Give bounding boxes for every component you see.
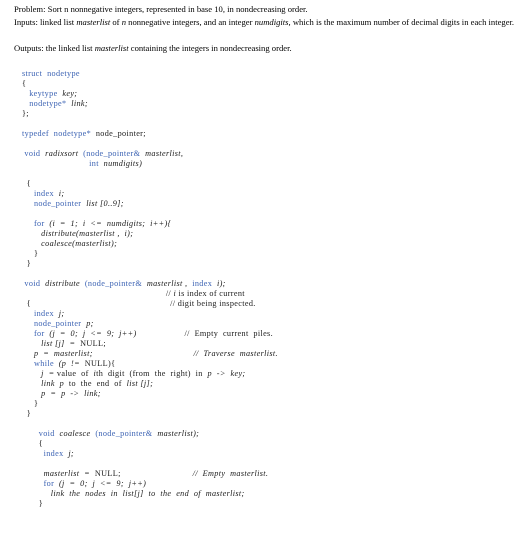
code-line (22, 299, 278, 309)
code-token: i); (216, 279, 226, 288)
code-token: p; (86, 319, 94, 328)
code-token: } (22, 259, 32, 268)
code-token: (j = 0; j <= 9; j++) (49, 329, 185, 338)
code-token: i; (58, 189, 65, 198)
code-token: distribute(masterlist , i); (22, 229, 134, 238)
code-token: list [j]; (126, 379, 154, 388)
code-token: nodetype* (22, 99, 69, 108)
code-line (22, 249, 278, 259)
code-token: { (22, 179, 32, 188)
code-token (22, 159, 89, 168)
code-line (22, 309, 278, 319)
code-token: j; (58, 309, 65, 318)
code-token: } (22, 409, 32, 418)
code-token: link the nodes in list[j] to the end of masterlist; (22, 489, 245, 498)
code-token: }; (22, 109, 29, 118)
code-token: for (22, 479, 59, 488)
code-token: for (22, 219, 50, 228)
code-line (22, 429, 278, 439)
code-line (22, 109, 278, 119)
code-line (22, 289, 278, 299)
code-line (22, 209, 278, 219)
code-token: typedef nodetype* (22, 129, 94, 138)
code-line (22, 189, 278, 199)
code-token: p = p -> link; (22, 389, 101, 398)
code-line (22, 229, 278, 239)
inputs-var-n: n (121, 17, 126, 27)
outputs-label: Outputs: (14, 43, 44, 53)
code-line (22, 419, 278, 429)
code-token: masterlist , (146, 279, 193, 288)
code-token: NULL){ (84, 359, 116, 368)
code-token: { (22, 79, 27, 88)
code-token: } (22, 499, 44, 508)
code-line (22, 349, 278, 359)
code-token: } (22, 249, 39, 258)
code-line (22, 379, 278, 389)
code-line (22, 409, 278, 419)
code-line (22, 489, 278, 499)
code-token: // (165, 289, 174, 298)
code-line (22, 99, 278, 109)
code-line (22, 329, 278, 339)
code-token: index (22, 309, 59, 318)
problem-label: Problem: (14, 4, 46, 14)
code-token: coalesce (59, 429, 96, 438)
code-token: radixsort (45, 149, 84, 158)
code-token: void (22, 279, 46, 288)
code-token: j = (22, 369, 57, 378)
outputs-statement (14, 43, 520, 54)
code-token: int (89, 159, 104, 168)
code-token: list [0..9]; (86, 199, 124, 208)
code-token: p = masterlist; (22, 349, 194, 358)
code-line (22, 139, 278, 149)
code-line (22, 79, 278, 89)
code-line (22, 159, 278, 169)
code-token: node_pointer (22, 319, 87, 328)
inputs-statement (14, 17, 520, 28)
code-line (22, 399, 278, 409)
code-token: key; (62, 89, 78, 98)
code-line (22, 339, 278, 349)
code-token: { (22, 439, 44, 448)
code-line (22, 389, 278, 399)
code-token: NULL; (94, 469, 193, 478)
inputs-text: linked list (40, 17, 77, 27)
code-token: keytype (22, 89, 63, 98)
inputs-var-masterlist: masterlist (76, 17, 111, 27)
code-token: (node_pointer& (95, 429, 158, 438)
code-token: list [j] = (22, 339, 81, 348)
code-token: p -> key; (207, 369, 246, 378)
code-token: to the end of (68, 379, 127, 388)
code-token: node_pointer; (93, 129, 146, 138)
code-line (22, 319, 278, 329)
code-line (22, 199, 278, 209)
code-line (22, 449, 278, 459)
code-token: masterlist = (22, 469, 95, 478)
code-line (22, 269, 278, 279)
inputs-var-numdigits: numdigits (254, 17, 289, 27)
code-token: link p (22, 379, 69, 388)
code-token (22, 289, 166, 298)
code-line (22, 499, 278, 509)
code-token: (p != (58, 359, 85, 368)
code-token: index (22, 449, 69, 458)
code-token: j; (68, 449, 75, 458)
code-line (22, 479, 278, 489)
code-line (22, 169, 278, 179)
code-token: for (22, 329, 50, 338)
code-token: i (93, 369, 97, 378)
code-token: // Traverse masterlist. (193, 349, 278, 358)
outputs-text: containing the integers in nondecreasing order. (128, 43, 292, 53)
code-token: (j = 0; j <= 9; j++) (58, 479, 147, 488)
code-token: NULL; (80, 339, 107, 348)
code-line (22, 129, 278, 139)
code-token: (i = 1; i <= numdigits; i++){ (49, 219, 172, 228)
code-token: numdigits) (103, 159, 143, 168)
inputs-text: nonnegative integers, and an integer (126, 17, 255, 27)
problem-statement (14, 4, 520, 15)
code-line (22, 369, 278, 379)
inputs-text: of (110, 17, 122, 27)
code-token: index (192, 279, 217, 288)
code-line (22, 89, 278, 99)
code-token: node_pointer (22, 199, 87, 208)
code-line (22, 359, 278, 369)
code-token: void (22, 429, 60, 438)
code-token: // Empty masterlist. (192, 469, 269, 478)
inputs-label: Inputs: (14, 17, 38, 27)
outputs-var-masterlist: masterlist (94, 43, 129, 53)
code-line (22, 259, 278, 269)
inputs-text: , which is the maximum number of decimal digits in each integer. (288, 17, 515, 27)
code-line (22, 279, 278, 289)
code-token: // digit being inspected. (170, 299, 256, 308)
code-line (22, 459, 278, 469)
code-line (22, 239, 278, 249)
code-token: link; (68, 99, 88, 108)
code-token: coalesce(masterlist); (22, 239, 118, 248)
code-line (22, 469, 278, 479)
code-token: value of (56, 369, 94, 378)
code-listing (22, 69, 278, 509)
code-line (22, 69, 278, 79)
code-token: } (22, 399, 39, 408)
code-token: is index of current (176, 289, 245, 298)
code-token: while (22, 359, 59, 368)
code-line (22, 439, 278, 449)
code-token: th digit (from the right) in (96, 369, 208, 378)
code-line (22, 119, 278, 129)
code-token: index (22, 189, 59, 198)
code-token: struct nodetype (22, 69, 80, 78)
code-token: (node_pointer& (84, 279, 147, 288)
outputs-text: the linked list (45, 43, 95, 53)
code-token: i (173, 289, 177, 298)
code-token: masterlist, (145, 149, 184, 158)
code-token: // Empty current piles. (184, 329, 273, 338)
code-token: masterlist); (157, 429, 200, 438)
code-token: { (22, 299, 171, 308)
code-token: distribute (45, 279, 85, 288)
problem-text: Sort n nonnegative integers, represented in base 10, in nondecreasing order. (47, 4, 308, 14)
code-line (22, 149, 278, 159)
code-token: (node_pointer& (83, 149, 146, 158)
code-line (22, 219, 278, 229)
code-token: void (22, 149, 46, 158)
code-line (22, 179, 278, 189)
